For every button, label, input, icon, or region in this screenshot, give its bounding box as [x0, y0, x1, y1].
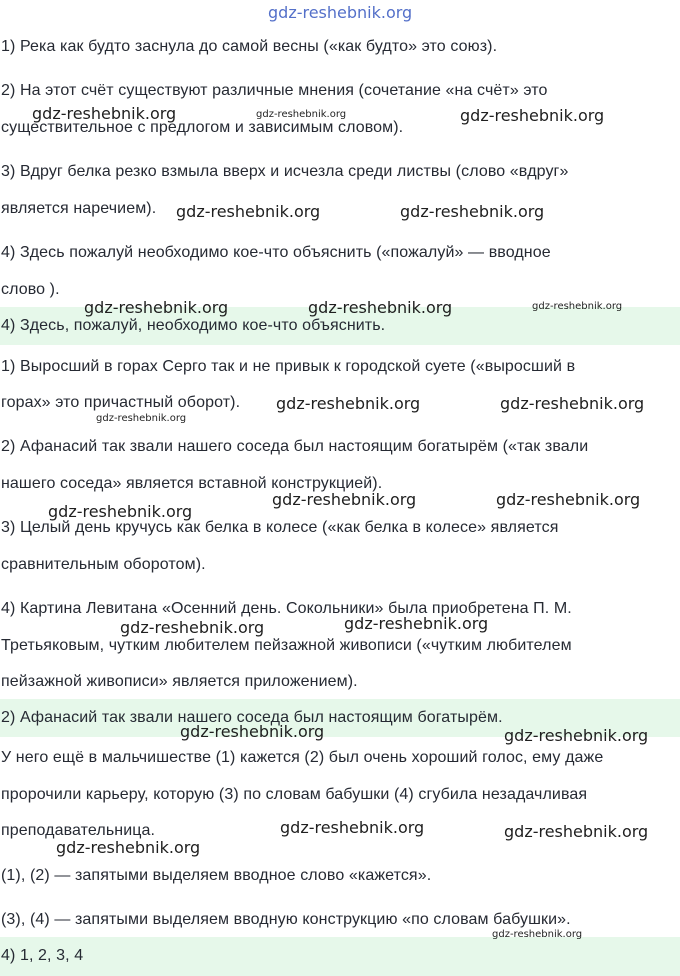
site-watermark: gdz-reshebnik.org: [280, 818, 425, 837]
answer-line: 2) Афанасий так звали нашего соседа был настоящим богатырём.: [1, 709, 503, 726]
site-watermark: gdz-reshebnik.org: [504, 726, 649, 745]
site-watermark: gdz-reshebnik.org: [176, 202, 321, 221]
site-watermark: gdz-reshebnik.org: [496, 490, 641, 509]
text-line: нашего соседа» является вставной конструкцией).: [1, 475, 383, 492]
text-line: горах» это причастный оборот).: [1, 394, 241, 411]
answer-line: 4) Здесь, пожалуй, необходимо кое-что объяснить.: [1, 317, 386, 334]
site-watermark: gdz-reshebnik.org: [96, 413, 187, 424]
site-watermark: gdz-reshebnik.org: [532, 301, 623, 312]
site-watermark: gdz-reshebnik.org: [84, 298, 229, 317]
text-line: 2) На этот счёт существуют различные мнения (сочетание «на счёт» это: [1, 82, 548, 99]
text-line: 3) Вдруг белка резко взмыла вверх и исчезла среди листвы (слово «вдруг»: [1, 163, 569, 180]
text-line: (1), (2) — запятыми выделяем вводное слово «кажется».: [1, 867, 432, 884]
text-line: существительное с предлогом и зависимым словом).: [1, 119, 404, 136]
site-watermark: gdz-reshebnik.org: [492, 929, 583, 940]
text-line: 4) Картина Левитана «Осенний день. Сокольники» была приобретена П. М.: [1, 600, 572, 617]
site-watermark: gdz-reshebnik.org: [500, 394, 645, 413]
text-line: преподавательница.: [1, 822, 156, 839]
site-watermark: gdz-reshebnik.org: [344, 614, 489, 633]
text-line: 1) Выросший в горах Серго так и не привык к городской суете («выросший в: [1, 358, 576, 375]
text-line: слово ).: [1, 281, 60, 298]
text-line: У него ещё в мальчишестве (1) кажется (2) был очень хороший голос, ему даже: [1, 749, 604, 766]
text-line: 4) Здесь пожалуй необходимо кое-что объяснить («пожалуй» — вводное: [1, 244, 551, 261]
text-line: пророчили карьеру, которую (3) по словам бабушки (4) сгубила незадачливая: [1, 786, 588, 803]
text-line: сравнительным оборотом).: [1, 556, 206, 573]
site-watermark: gdz-reshebnik.org: [504, 822, 649, 841]
text-line: пейзажной живописи» является приложением).: [1, 673, 358, 690]
text-line: Третьяковым, чутким любителем пейзажной живописи («чутким любителем: [1, 637, 572, 654]
site-watermark-top: gdz-reshebnik.org: [268, 3, 413, 22]
text-line: 1) Река как будто заснула до самой весны («как будто» это союз).: [1, 38, 498, 55]
site-watermark: gdz-reshebnik.org: [56, 838, 201, 857]
site-watermark: gdz-reshebnik.org: [32, 104, 177, 123]
site-watermark: gdz-reshebnik.org: [400, 202, 545, 221]
site-watermark: gdz-reshebnik.org: [276, 394, 421, 413]
text-line: 2) Афанасий так звали нашего соседа был настоящим богатырём («так звали: [1, 438, 589, 455]
site-watermark: gdz-reshebnik.org: [48, 502, 193, 521]
site-watermark: gdz-reshebnik.org: [308, 298, 453, 317]
site-watermark: gdz-reshebnik.org: [180, 722, 325, 741]
site-watermark: gdz-reshebnik.org: [120, 618, 265, 637]
site-watermark: gdz-reshebnik.org: [460, 106, 605, 125]
site-watermark: gdz-reshebnik.org: [272, 490, 417, 509]
answer-line: 4) 1, 2, 3, 4: [1, 947, 84, 964]
text-line: является наречием).: [1, 200, 157, 217]
text-line: (3), (4) — запятыми выделяем вводную конструкцию «по словам бабушки».: [1, 911, 571, 928]
text-line: 3) Целый день кручусь как белка в колесе («как белка в колесе» является: [1, 519, 559, 536]
site-watermark: gdz-reshebnik.org: [256, 109, 347, 120]
